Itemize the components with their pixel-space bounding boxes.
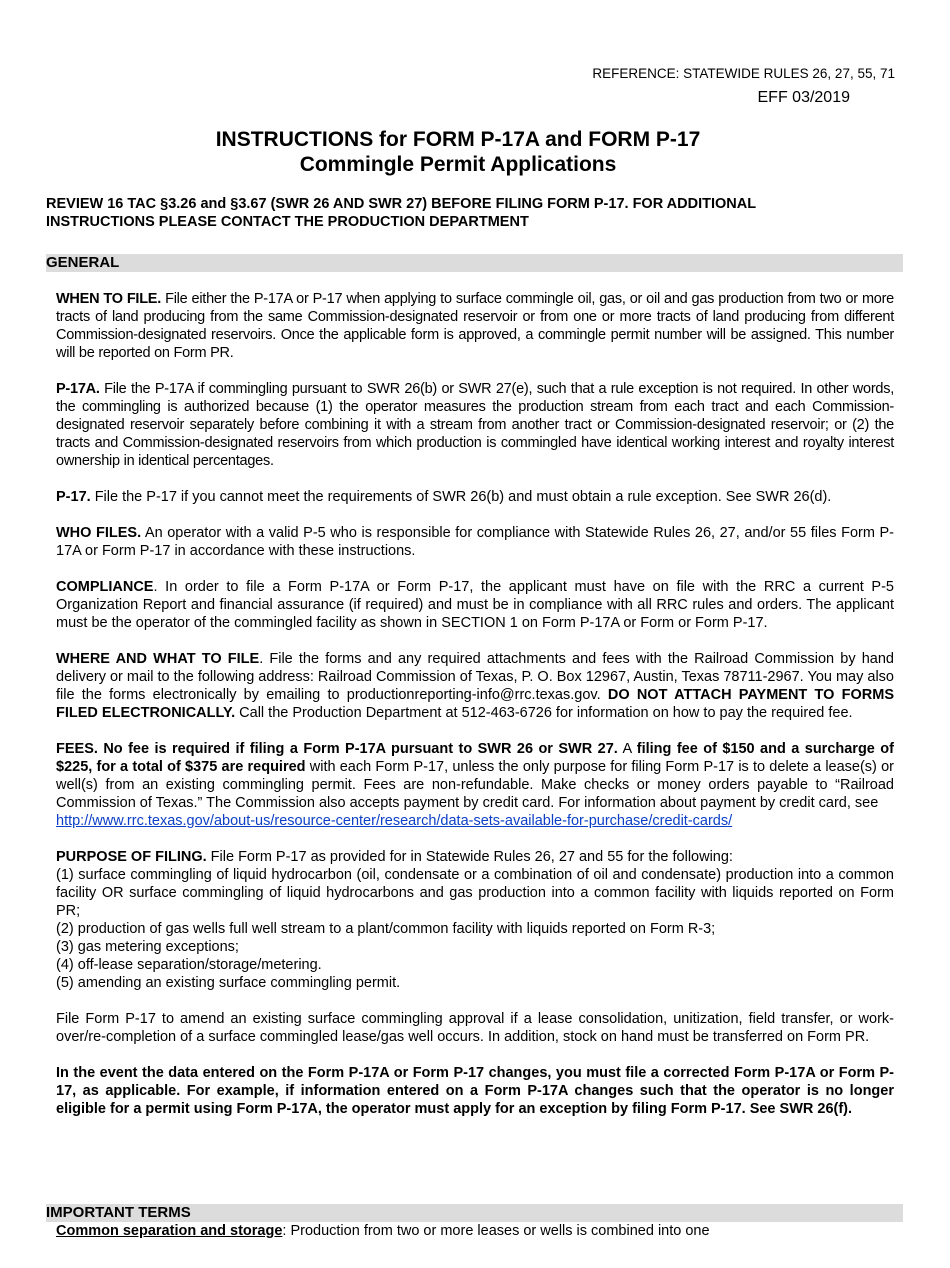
term-definition: : Production from two or more leases or wells is combined into one [282, 1223, 710, 1239]
who-files-paragraph [56, 524, 894, 560]
important-terms-heading: IMPORTANT TERMS [46, 1204, 903, 1222]
reference-text: REFERENCE: STATEWIDE RULES 26, 27, 55, 71 [592, 66, 895, 81]
p17a-paragraph [56, 380, 894, 470]
effective-date: EFF 03/2019 [757, 89, 850, 106]
review-notice: REVIEW 16 TAC §3.26 and §3.67 (SWR 26 AND SWR 27) BEFORE FILING FORM P-17. FOR ADDITIONAL INSTRUCTIONS PLEASE CONTACT THE PRODUCTION DEPARTMENT [46, 196, 756, 230]
when-to-file-paragraph [56, 290, 894, 362]
amend-paragraph: File Form P-17 to amend an existing surface commingling approval if a lease consolidation, unitization, field transfer, or work-over/re-completion of a surface commingled lease/gas well occurs. In addition, stock on hand must be transferred on Form PR. [56, 1011, 894, 1045]
event-notice: In the event the data entered on the Form P-17A or Form P-17 changes, you must file a corrected Form P-17A or Form P-17, as applicable. For example, if information entered on a Form P-17A changes such that the operator is no longer eligible for a permit using Form P-17A, the operator must apply for an exception by filing Form P-17. See SWR 26(f). [56, 1065, 894, 1117]
when-to-file-label: WHEN TO FILE. [56, 291, 162, 307]
compliance-paragraph [56, 578, 894, 632]
fees-text-a: A [617, 741, 637, 757]
fees-paragraph [56, 740, 894, 830]
fees-text-b: with each Form P-17, unless the only purpose for filing Form P-17 is to delete a lease(s) or well(s) from an existing commingling permit. Fees are non-refundable. Make checks or money orders payable to “Railroad Commission of Texas.” The Commission also accepts payment by credit card. For information about payment by credit card, see [56, 759, 894, 811]
document-title: INSTRUCTIONS for FORM P-17A and FORM P-17 [215, 128, 701, 151]
purpose-intro: File Form P-17 as provided for in Statewide Rules 26, 27 and 55 for the following: [206, 849, 733, 865]
document-subtitle: Commingle Permit Applications [299, 153, 617, 176]
electronic-payment-notice: DO NOT ATTACH PAYMENT TO FORMS FILED ELECTRONICALLY. [56, 687, 894, 721]
p17a-text: File the P-17A if commingling pursuant to SWR 26(b) or SWR 27(e), such that a rule exception is not required. In other words, the commingling is authorized because (1) the operator measures the production stream from each tract and each Commission-designated reservoir separately before combining it with a stream from another tract or Commission-designated reservoir; or (2) the tracts and Commission-designated reservoirs from which production is commingled have identical working interest and royalty interest ownership in identical percentages. [56, 381, 894, 469]
purpose-item: (1) surface commingling of liquid hydrocarbon (oil, condensate or a combination of oil and condensate) production into a common facility OR surface commingling of liquid hydrocarbons and gas production into a common facility with liquids reported on Form PR; [56, 867, 894, 919]
purpose-paragraph [56, 848, 894, 992]
purpose-item: (4) off-lease separation/storage/metering. [56, 957, 322, 973]
p17-text: File the P-17 if you cannot meet the requirements of SWR 26(b) and must obtain a rule exception. See SWR 26(d). [90, 489, 832, 505]
p17-paragraph [56, 488, 894, 506]
compliance-text: . In order to file a Form P-17A or Form P-17, the applicant must have on file with the RRC a current P-5 Organization Report and financial assurance (if required) and must be in compliance with all RRC rules and orders. The applicant must be the operator of the commingled facility as shown in SECTION 1 on Form P-17A or Form or Form P-17. [56, 579, 894, 631]
when-to-file-text: File either the P-17A or P-17 when applying to surface commingle oil, gas, or oil and gas production from two or more tracts of land producing from the same Commission-designated reservoir or from one or more tracts of land producing from different Commission-designated reservoirs. Once the applicable form is approved, a commingle permit number will be assigned. This number will be reported on Form PR. [56, 291, 894, 361]
who-files-text: An operator with a valid P-5 who is responsible for compliance with Statewide Rules 26, 27, and/or 55 files Form P-17A or Form P-17 in accordance with these instructions. [56, 525, 894, 559]
where-what-text: . File the forms and any required attachments and fees with the Railroad Commission by hand delivery or mail to the following address: Railroad Commission of Texas, P. O. Box 12967, Austin, Texas 78711-2967. You may also file the forms electronically by emailing to productionreporting-info@rrc.texas.gov. [56, 651, 894, 703]
purpose-item: (3) gas metering exceptions; [56, 939, 239, 955]
compliance-label: COMPLIANCE [56, 579, 154, 595]
term-label: Common separation and storage [56, 1223, 283, 1239]
general-section-body [56, 290, 894, 1136]
where-what-label: WHERE AND WHAT TO FILE [56, 651, 260, 667]
p17a-label: P-17A. [56, 381, 100, 397]
where-what-text-2: Call the Production Department at 512-463-6726 for information on how to pay the required fee. [235, 705, 853, 721]
purpose-item: (2) production of gas wells full well stream to a plant/common facility with liquids reported on Form R-3; [56, 921, 716, 937]
where-what-paragraph [56, 650, 894, 722]
purpose-intro-line [56, 848, 894, 866]
who-files-label: WHO FILES. [56, 525, 142, 541]
general-section-heading: GENERAL [46, 254, 903, 272]
credit-card-link[interactable]: http://www.rrc.texas.gov/about-us/resource-center/research/data-sets-available-for-purchase/credit-cards/ [56, 813, 733, 829]
purpose-item: (5) amending an existing surface commingling permit. [56, 975, 401, 991]
fees-label: FEES. No fee is required if filing a Form P-17A pursuant to SWR 26 or SWR 27. [56, 741, 618, 757]
purpose-label: PURPOSE OF FILING. [56, 849, 207, 865]
p17-label: P-17. [56, 489, 91, 505]
term-common-separation [56, 1222, 710, 1240]
fees-amount: filing fee of $150 and a surcharge of $225, for a total of $375 are required [56, 741, 894, 775]
